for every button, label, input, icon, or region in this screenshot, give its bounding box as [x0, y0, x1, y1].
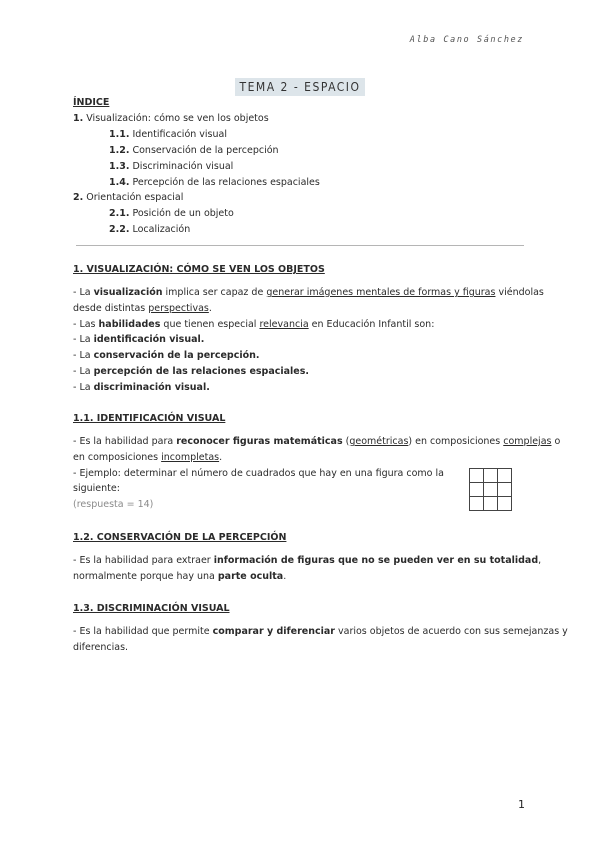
- list-item: - La discriminación visual.: [73, 381, 210, 393]
- s11-line-1: - Es la habilidad para reconocer figuras matemáticas (geométricas) en composiciones complejas o: [73, 436, 561, 447]
- section-1-3-body: [73, 624, 568, 656]
- squares-grid-figure: [469, 468, 512, 511]
- grid-cell: [484, 469, 498, 483]
- index-item-1: 1. Visualización: cómo se ven los objetos: [73, 113, 269, 124]
- grid-cell: [498, 497, 512, 511]
- index-item-1-1: 1.1. Identificación visual: [109, 129, 227, 140]
- index-item-1-2: 1.2. Conservación de la percepción: [109, 145, 279, 156]
- section-1-2-heading: 1.2. CONSERVACIÓN DE LA PERCEPCIÓN: [73, 532, 287, 543]
- grid-cell: [498, 469, 512, 483]
- s11-line-4: siguiente:: [73, 483, 120, 495]
- s1-line-1: - La visualización implica ser capaz de generar imágenes mentales de formas y figuras viéndolas: [73, 287, 544, 298]
- list-item: - La conservación de la percepción.: [73, 350, 260, 362]
- index-item-1-4: 1.4. Percepción de las relaciones espaciales: [109, 177, 320, 188]
- section-1-1-heading: 1.1. IDENTIFICACIÓN VISUAL: [73, 413, 226, 424]
- section-1-1-body: [73, 434, 561, 513]
- index-item-2: 2. Orientación espacial: [73, 192, 184, 203]
- list-item: - La identificación visual.: [73, 334, 205, 346]
- grid-cell: [484, 497, 498, 511]
- grid-cell: [470, 483, 484, 497]
- grid-cell: [484, 483, 498, 497]
- section-1-3-heading: 1.3. DISCRIMINACIÓN VISUAL: [73, 603, 230, 614]
- s13-line-2: diferencias.: [73, 641, 129, 653]
- author-name: Alba Cano Sánchez: [409, 35, 524, 45]
- index-item-1-3: 1.3. Discriminación visual: [109, 161, 234, 172]
- s12-line-1: - Es la habilidad para extraer información de figuras que no se pueden ver en su totalidad,: [73, 555, 542, 566]
- section-1-2-body: [73, 553, 542, 585]
- s1-line-2: desde distintas perspectivas.: [73, 302, 212, 314]
- page-number: 1: [518, 798, 525, 811]
- index-item-2-2: 2.2. Localización: [109, 224, 191, 235]
- index-heading: ÍNDICE: [73, 97, 110, 108]
- grid-cell: [470, 469, 484, 483]
- s11-line-3: - Ejemplo: determinar el número de cuadrados que hay en una figura como la: [73, 467, 444, 479]
- section-1-body: [73, 285, 544, 396]
- s11-line-2: en composiciones incompletas.: [73, 451, 223, 463]
- index-item-2-1: 2.1. Posición de un objeto: [109, 208, 234, 219]
- s1-line-3: - Las habilidades que tienen especial relevancia en Educación Infantil son:: [73, 318, 435, 330]
- section-divider: [76, 245, 524, 246]
- page-title: TEMA 2 - ESPACIO: [235, 78, 366, 96]
- title-container: [0, 76, 600, 96]
- grid-cell: [470, 497, 484, 511]
- s12-line-2: normalmente porque hay una parte oculta.: [73, 570, 287, 582]
- s11-answer: (respuesta = 14): [73, 499, 154, 511]
- grid-cell: [498, 483, 512, 497]
- section-1-heading: 1. VISUALIZACIÓN: CÓMO SE VEN LOS OBJETOS: [73, 264, 325, 275]
- list-item: - La percepción de las relaciones espaciales.: [73, 365, 310, 377]
- s13-line-1: - Es la habilidad que permite comparar y diferenciar varios objetos de acuerdo con sus semejanzas y: [73, 626, 568, 637]
